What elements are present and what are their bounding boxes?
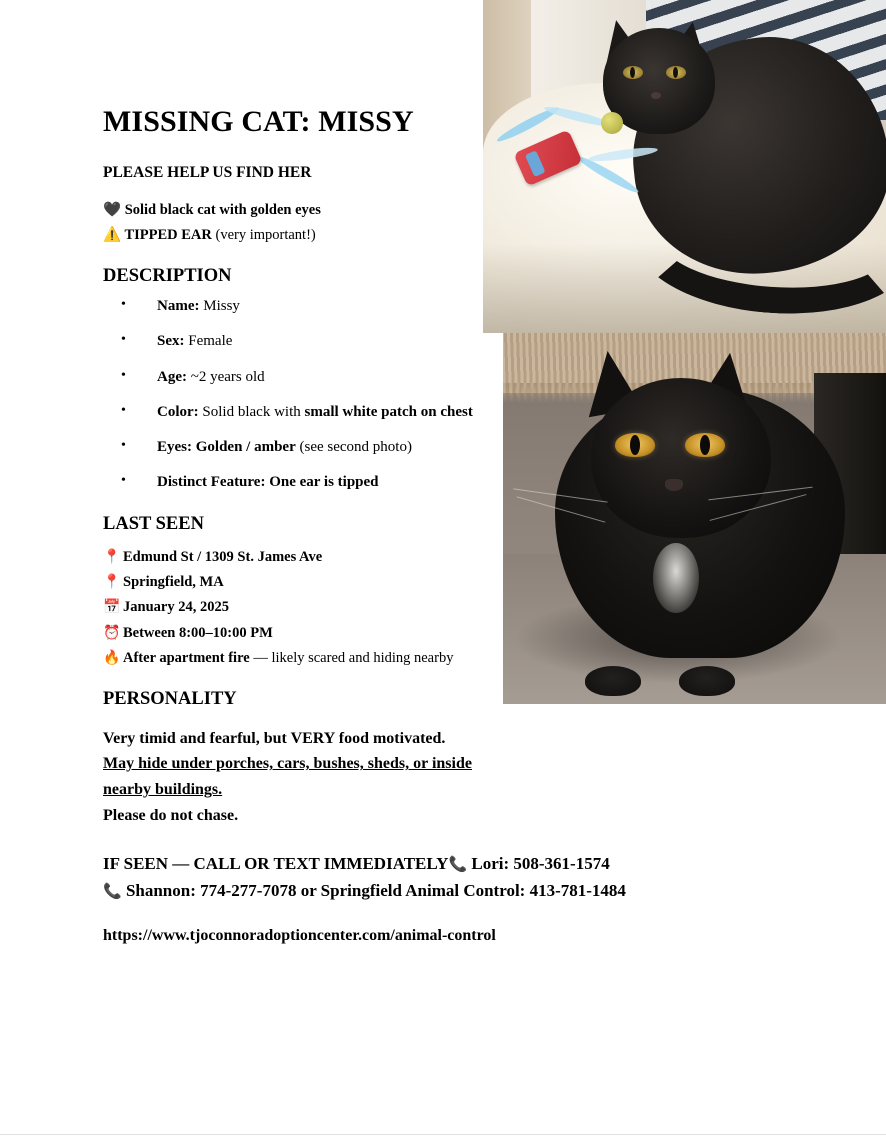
last-seen-address <box>103 549 503 566</box>
telephone-icon: 📞 <box>448 855 468 874</box>
desc-label-distinct-feature: Distinct Feature: One ear is tipped <box>157 474 379 491</box>
page-subtitle: PLEASE HELP US FIND HER <box>103 163 312 181</box>
warning-icon: ⚠️ <box>103 227 122 243</box>
alarm-clock-icon: ⏰ <box>103 624 121 641</box>
desc-value-sex: Female <box>184 333 233 350</box>
list-item <box>103 473 503 492</box>
tagline-tipped-ear <box>103 226 503 244</box>
personality-heading: PERSONALITY <box>103 689 237 710</box>
page-bottom-divider <box>0 1134 886 1135</box>
last-seen-circumstance-text: After apartment fire <box>123 650 250 667</box>
tagline-appearance <box>103 201 503 219</box>
contact-secondary-row <box>103 878 763 904</box>
cat-nose <box>651 92 661 99</box>
description-heading: DESCRIPTION <box>103 266 232 287</box>
tagline-tipped-ear-note: (very important!) <box>211 227 316 243</box>
last-seen-circumstance <box>103 650 503 667</box>
desc-label-color: Color: <box>157 403 199 420</box>
last-seen-city-text: Springfield, MA <box>123 573 224 590</box>
contact-headline-row <box>103 851 763 877</box>
desc-value-color-emphasis: small white patch on chest <box>304 403 473 420</box>
tagline-tipped-ear-label: TIPPED EAR <box>124 227 212 243</box>
desc-label-name: Name: <box>157 298 200 315</box>
cat-nose <box>665 479 683 491</box>
white-chest-patch <box>653 543 699 613</box>
personality-line-3: Please do not chase. <box>103 807 239 825</box>
list-item <box>103 403 503 422</box>
desc-value-name: Missy <box>199 298 240 315</box>
black-heart-icon: 🖤 <box>103 201 122 218</box>
photo-cat-on-bed <box>483 0 886 333</box>
personality-body <box>103 726 503 830</box>
cat-eye-right <box>666 66 686 79</box>
desc-value-eyes: (see second photo) <box>295 439 412 455</box>
personality-line-1: Very timid and fearful, but VERY food motivated. <box>103 729 446 747</box>
contact-secondary: Shannon: 774-277-7078 or Springfield Animal Control: 413-781-1484 <box>121 880 626 900</box>
cat-paw-left <box>585 666 641 696</box>
list-item <box>103 438 503 457</box>
last-seen-city <box>103 574 503 591</box>
desc-label-age: Age: <box>157 368 187 385</box>
last-seen-date <box>103 599 503 616</box>
flyer-text-column <box>103 0 626 946</box>
adoption-center-link[interactable]: https://www.tjoconnoradoptioncenter.com/animal-control <box>103 926 496 944</box>
cat-eye-left <box>623 66 643 79</box>
contact-headline: IF SEEN — CALL OR TEXT IMMEDIATELY <box>103 854 449 874</box>
calendar-icon: 📅 <box>103 599 121 616</box>
description-list <box>103 297 503 492</box>
last-seen-circumstance-note: — likely scared and hiding nearby <box>249 650 454 667</box>
desc-value-color: Solid black with <box>198 403 305 420</box>
desc-label-eyes: Eyes: Golden / amber <box>157 439 296 455</box>
list-item <box>103 368 503 387</box>
page-title: MISSING CAT: MISSY <box>103 105 414 138</box>
contact-block <box>103 851 763 904</box>
last-seen-time <box>103 625 503 642</box>
last-seen-heading: LAST SEEN <box>103 514 204 535</box>
last-seen-date-text: January 24, 2025 <box>123 599 229 616</box>
desc-label-sex: Sex: <box>157 333 185 350</box>
last-seen-address-text: Edmund St / 1309 St. James Ave <box>123 548 323 565</box>
last-seen-list <box>103 549 503 668</box>
list-item <box>103 297 503 316</box>
cat-paw-right <box>679 666 735 696</box>
location-pin-icon: 📍 <box>103 573 121 590</box>
cat-head <box>591 378 771 538</box>
personality-line-2: May hide under porches, cars, bushes, sheds, or inside nearby buildings. <box>103 755 472 799</box>
cat-toy-ball <box>601 112 623 134</box>
fire-icon: 🔥 <box>103 650 121 667</box>
telephone-icon: 📞 <box>103 881 122 900</box>
last-seen-time-text: Between 8:00–10:00 PM <box>123 624 273 641</box>
desc-value-age: ~2 years old <box>187 368 265 385</box>
photo-cat-on-carpet <box>503 333 886 704</box>
cat-eye-right <box>685 433 725 457</box>
location-pin-icon: 📍 <box>103 548 121 565</box>
contact-primary: Lori: 508-361-1574 <box>467 854 610 874</box>
list-item <box>103 332 503 351</box>
cat-eye-left <box>615 433 655 457</box>
tagline-appearance-text: Solid black cat with golden eyes <box>124 201 321 218</box>
